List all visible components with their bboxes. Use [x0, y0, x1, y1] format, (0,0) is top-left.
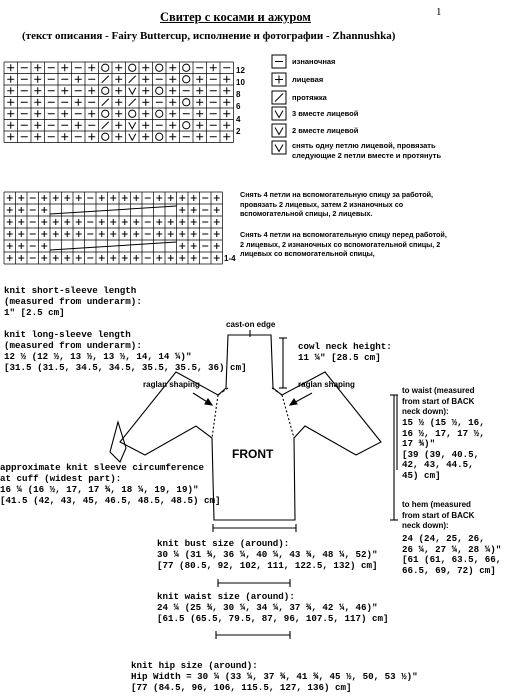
k2tog-symbol — [272, 124, 286, 137]
cowl-value: 11 ¼" [28.5 cm] — [298, 352, 381, 363]
yo-mark — [156, 87, 163, 94]
hip-value: Hip Width = 30 ¼ (33 ¼, 37 ¾, 41 ¾, 45 ½, 50, 53 ½)" — [131, 671, 418, 682]
yo-mark — [183, 99, 190, 106]
cable-legend-back: Снять 4 петли на вспомогательную спицу за работой, провязать 2 лицевых, затем 2 изнаночных со вспомогательной спицы, 2 лицевых. — [240, 190, 434, 218]
yo-mark — [156, 133, 163, 140]
waist-value-cm: [61.5 (65.5, 79.5, 87, 96, 107.5, 117) cm] — [157, 613, 389, 624]
cable-legend-front: Снять 4 петли на вспомогательную спицу перед работой, 2 лицевых, 2 изнаночных со вспомогательной спицы, 2 лицевых со вспомогательной спицы, — [240, 230, 447, 258]
yo-mark — [102, 133, 109, 140]
waist-label: knit waist size (around): — [157, 591, 295, 602]
plus-symbol — [272, 73, 286, 86]
dec-mark — [129, 134, 136, 141]
waist-value: 24 ¼ (25 ¾, 30 ¼, 34 ¼, 37 ¾, 42 ¼, 46)" — [157, 602, 378, 613]
dec-mark — [129, 122, 136, 129]
cuff-shape — [110, 422, 126, 462]
cast-on-label: cast-on edge — [226, 320, 276, 329]
bust-value-cm: [77 (80.5, 92, 102, 111, 122.5, 132) cm] — [157, 560, 378, 571]
legend-knit: лицевая — [292, 75, 324, 84]
page-subtitle: (текст описания - Fairy Buttercup, исполнение и фотографии - Zhannushka) — [22, 30, 396, 42]
sleeve-circ-sub: at cuff (widest part): — [0, 473, 122, 484]
chart-row-label: 4 — [236, 115, 241, 124]
chart-row-label: 8 — [236, 90, 241, 99]
legend-k3tog: 3 вместе лицевой — [292, 109, 359, 118]
short-sleeve-value: 1" [2.5 cm] — [4, 307, 65, 318]
sleeve-circ-value-cm: [41.5 (42, 43, 45, 46.5, 48.5, 48.5) cm] — [0, 495, 221, 506]
front-label: FRONT — [232, 447, 274, 461]
sk2p-symbol — [272, 141, 286, 154]
k3tog-symbol — [272, 107, 286, 120]
hip-label: knit hip size (around): — [131, 660, 258, 671]
sleeve-circ-value: 16 ¼ (16 ½, 17, 17 ¾, 18 ¼, 19, 19)" — [0, 484, 199, 495]
cable-cross-mark — [50, 206, 177, 214]
cowl-label: cowl neck height: — [298, 341, 392, 352]
long-sleeve-value-cm: [31.5 (31.5, 34.5, 34.5, 35.5, 35.5, 36) cm] — [4, 362, 247, 373]
long-sleeve-label: knit long-sleeve length — [4, 329, 131, 340]
legend-k2tog: 2 вместе лицевой — [292, 126, 359, 135]
slash-mark — [102, 76, 109, 83]
to-hem-value: 24 (24, 25, 26, 26 ¼, 27 ¼, 28 ¼)" [61 (61, 63.5, 66, 66.5, 69, 72) cm] — [402, 533, 502, 576]
dec-mark — [129, 88, 136, 95]
short-sleeve-label: knit short-sleeve length — [4, 285, 137, 296]
slash-mark — [102, 122, 109, 129]
raglan-left-label: raglan shaping — [143, 380, 200, 389]
slash-mark — [129, 76, 136, 83]
yo-mark — [183, 64, 190, 71]
long-sleeve-value: 12 ½ (12 ½, 13 ½, 13 ½, 14, 14 ¼)" — [4, 351, 192, 362]
short-sleeve-sub: (measured from underarm): — [4, 296, 142, 307]
long-sleeve-sub: (measured from underarm): — [4, 340, 142, 351]
chart-row-label: 2 — [236, 127, 241, 136]
legend-sk2p: снять одну петлю лицевой, провязать следующие 2 петли вместе и протянуть — [292, 141, 442, 160]
dash-symbol — [272, 55, 286, 68]
yo-mark — [183, 122, 190, 129]
cable-cross-mark — [50, 242, 177, 250]
yo-mark — [102, 110, 109, 117]
yo-mark — [183, 76, 190, 83]
to-hem-label: to hem (measured from start of BACK neck down): — [402, 500, 475, 530]
yo-mark — [156, 110, 163, 117]
legend-purl: изнаночная — [292, 57, 336, 66]
bust-value: 30 ¼ (31 ¾, 36 ¼, 40 ¼, 43 ¾, 48 ¼, 52)" — [157, 549, 378, 560]
yo-mark — [156, 64, 163, 71]
page-title: Свитер с косами и ажуром — [160, 10, 311, 24]
to-waist-value: 15 ½ (15 ½, 16, 16 ½, 17, 17 ½, 17 ¾)" [39 (39, 40.5, 42, 43, 44.5, 45) cm] — [402, 417, 485, 481]
chart-row-label: 6 — [236, 102, 241, 111]
yo-mark — [102, 64, 109, 71]
legend-yo: протяжка — [292, 93, 327, 102]
yo-mark — [102, 87, 109, 94]
cable-row-label: 1-4 — [224, 254, 236, 263]
to-waist-label: to waist (measured from start of BACK neck down): — [402, 386, 475, 416]
yo-mark — [129, 64, 136, 71]
chart-row-label: 12 — [236, 66, 245, 75]
slash-mark — [129, 99, 136, 106]
slash-symbol — [272, 91, 286, 104]
slash-mark — [102, 99, 109, 106]
hip-value-cm: [77 (84.5, 96, 106, 115.5, 127, 136) cm] — [131, 682, 352, 693]
chart-row-label: 10 — [236, 78, 245, 87]
sleeve-circ-label: approximate knit sleeve circumference — [0, 462, 204, 473]
yo-mark — [129, 110, 136, 117]
bust-label: knit bust size (around): — [157, 538, 290, 549]
raglan-right-label: raglan shaping — [298, 380, 355, 389]
page-number: 1 — [436, 6, 442, 18]
